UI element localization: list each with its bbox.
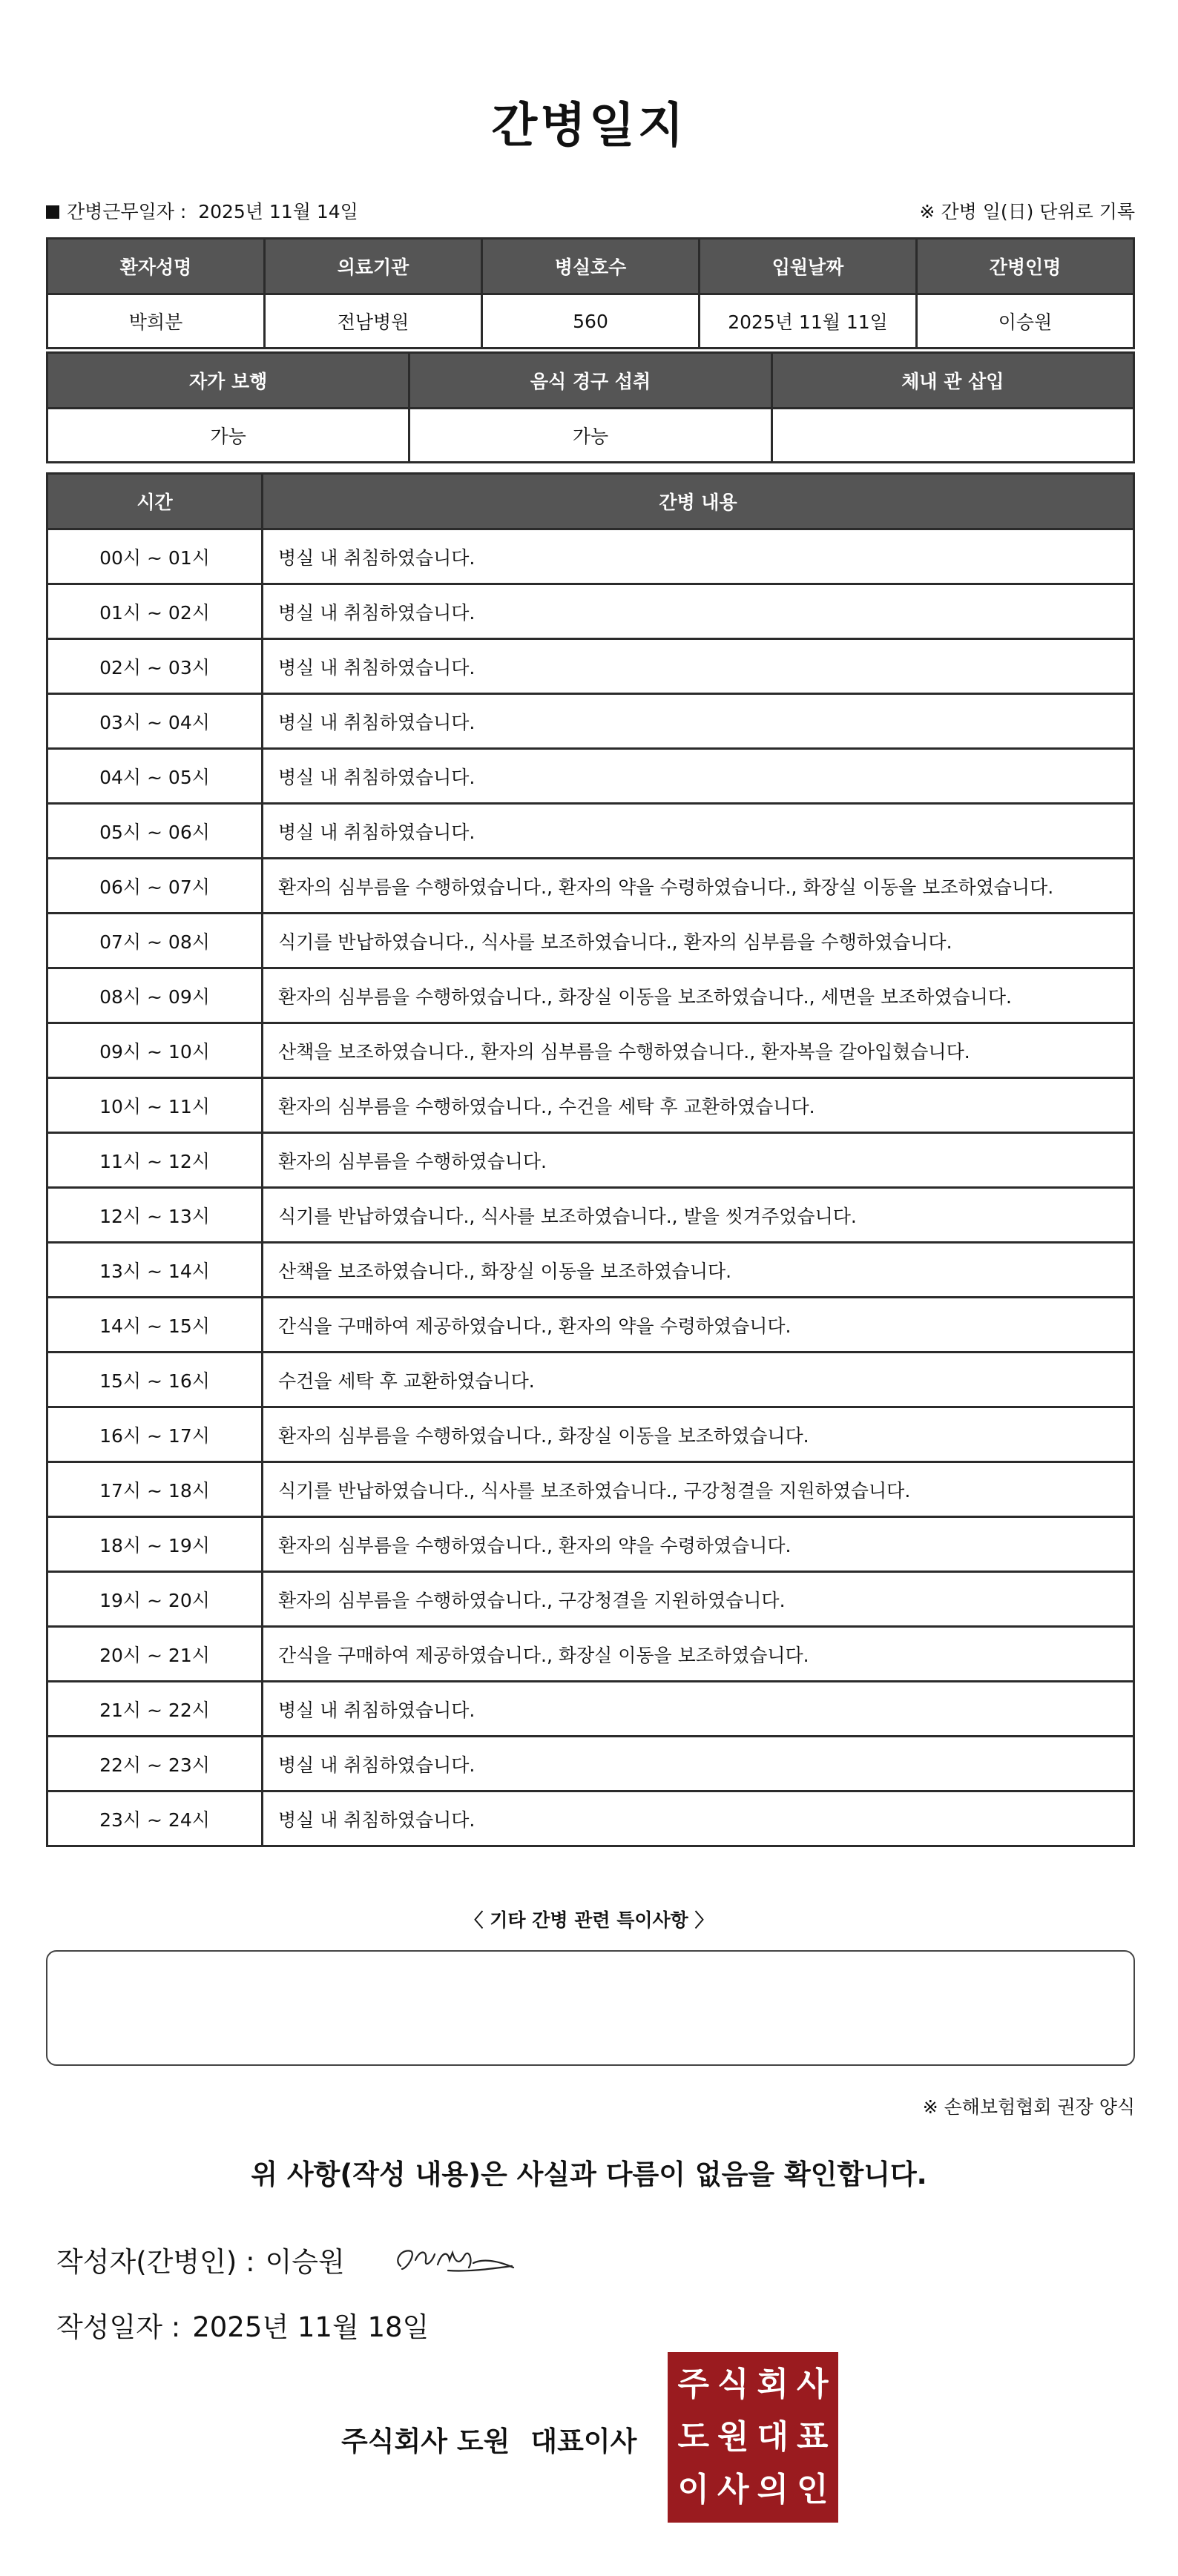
care-content-cell: 병실 내 취침하였습니다. <box>263 1682 1134 1737</box>
care-content-cell: 병실 내 취침하였습니다. <box>263 639 1134 694</box>
table-row <box>47 1572 1134 1627</box>
table-row <box>47 1023 1134 1078</box>
time-cell: 05시 ~ 06시 <box>47 804 263 859</box>
care-content-cell: 병실 내 취침하였습니다. <box>263 804 1134 859</box>
header-hospital: 의료기관 <box>265 239 482 294</box>
time-cell: 13시 ~ 14시 <box>47 1243 263 1298</box>
care-content-cell: 간식을 구매하여 제공하였습니다., 화장실 이동을 보조하였습니다. <box>263 1627 1134 1682</box>
table-row <box>47 1791 1134 1846</box>
remarks-box <box>46 1950 1135 2066</box>
writer-line <box>56 2239 345 2279</box>
table-row <box>47 529 1134 584</box>
time-cell: 22시 ~ 23시 <box>47 1737 263 1791</box>
table-row <box>47 749 1134 804</box>
table-row <box>47 694 1134 749</box>
care-content-cell: 병실 내 취침하였습니다. <box>263 749 1134 804</box>
time-cell: 18시 ~ 19시 <box>47 1517 263 1572</box>
time-cell: 02시 ~ 03시 <box>47 639 263 694</box>
seal-glyph: 표 <box>796 2417 829 2456</box>
header-room: 병실호수 <box>482 239 700 294</box>
table-row <box>47 1243 1134 1298</box>
written-date-line <box>56 2305 429 2345</box>
care-content-cell: 환자의 심부름을 수행하였습니다., 화장실 이동을 보조하였습니다., 세면을 보조하였습니다. <box>263 968 1134 1023</box>
time-cell: 15시 ~ 16시 <box>47 1353 263 1407</box>
patient-name: 박희분 <box>47 294 265 349</box>
time-cell: 17시 ~ 18시 <box>47 1462 263 1517</box>
table-row <box>47 1407 1134 1462</box>
meta-row <box>46 197 1135 227</box>
table-row <box>47 584 1134 639</box>
time-cell: 12시 ~ 13시 <box>47 1188 263 1243</box>
seal-glyph: 원 <box>717 2417 749 2456</box>
table-row <box>47 1188 1134 1243</box>
writer-label: 작성자(간병인) : <box>56 2246 255 2278</box>
table-row <box>47 1353 1134 1407</box>
time-cell: 14시 ~ 15시 <box>47 1298 263 1353</box>
care-content-cell: 병실 내 취침하였습니다. <box>263 584 1134 639</box>
tube-value <box>771 409 1133 463</box>
header-patient-name: 환자성명 <box>47 239 265 294</box>
time-cell: 03시 ~ 04시 <box>47 694 263 749</box>
header-oral-intake: 음식 경구 섭취 <box>409 353 771 409</box>
header-time: 시간 <box>47 474 263 529</box>
care-content-cell: 환자의 심부름을 수행하였습니다., 화장실 이동을 보조하였습니다. <box>263 1407 1134 1462</box>
care-content-cell: 식기를 반납하였습니다., 식사를 보조하였습니다., 발을 씻겨주었습니다. <box>263 1188 1134 1243</box>
care-content-cell: 병실 내 취침하였습니다. <box>263 529 1134 584</box>
hospital-name: 전남병원 <box>265 294 482 349</box>
written-date-value: 2025년 11월 18일 <box>192 2311 430 2343</box>
care-content-cell: 병실 내 취침하였습니다. <box>263 1737 1134 1791</box>
care-content-cell: 수건을 세탁 후 교환하였습니다. <box>263 1353 1134 1407</box>
care-content-cell: 병실 내 취침하였습니다. <box>263 694 1134 749</box>
seal-glyph: 대 <box>757 2417 789 2456</box>
header-admission-date: 입원날짜 <box>700 239 917 294</box>
seal-glyph: 의 <box>757 2471 789 2509</box>
seal-glyph: 식 <box>717 2365 749 2403</box>
time-cell: 04시 ~ 05시 <box>47 749 263 804</box>
work-date-label: 간병근무일자 : <box>67 201 187 222</box>
handwritten-signature <box>386 2238 519 2282</box>
header-tube: 체내 관 삽입 <box>771 353 1133 409</box>
company-title: 대표이사 <box>530 2425 637 2457</box>
oral-intake-value: 가능 <box>409 409 771 463</box>
room-number: 560 <box>482 294 700 349</box>
seal-glyph: 인 <box>796 2471 829 2509</box>
patient-info-table <box>46 237 1135 349</box>
care-content-cell: 환자의 심부름을 수행하였습니다., 구강청결을 지원하였습니다. <box>263 1572 1134 1627</box>
time-cell: 06시 ~ 07시 <box>47 859 263 914</box>
table-row <box>47 1517 1134 1572</box>
work-date-value: 2025년 11월 14일 <box>198 201 358 222</box>
care-content-cell: 간식을 구매하여 제공하였습니다., 환자의 약을 수령하였습니다. <box>263 1298 1134 1353</box>
time-cell: 08시 ~ 09시 <box>47 968 263 1023</box>
care-content-cell: 산책을 보조하였습니다., 화장실 이동을 보조하였습니다. <box>263 1243 1134 1298</box>
seal-glyph: 회 <box>757 2365 789 2403</box>
table-row <box>47 859 1134 914</box>
header-walking: 자가 보행 <box>47 353 409 409</box>
table-row <box>47 639 1134 694</box>
remarks-title: 〈 기타 간병 관련 특이사항 〉 <box>464 1909 714 1931</box>
seal-glyph: 사 <box>717 2471 749 2509</box>
header-caregiver: 간병인명 <box>917 239 1134 294</box>
table-row <box>47 1133 1134 1188</box>
table-row <box>47 1078 1134 1133</box>
time-cell: 21시 ~ 22시 <box>47 1682 263 1737</box>
table-row <box>47 1627 1134 1682</box>
seal-glyph: 이 <box>677 2471 709 2509</box>
seal-glyph: 사 <box>796 2365 829 2403</box>
care-content-cell: 식기를 반납하였습니다., 식사를 보조하였습니다., 구강청결을 지원하였습니다. <box>263 1462 1134 1517</box>
care-log-table <box>46 472 1135 1847</box>
care-content-cell: 환자의 심부름을 수행하였습니다. <box>263 1133 1134 1188</box>
table-row <box>47 1737 1134 1791</box>
time-cell: 19시 ~ 20시 <box>47 1572 263 1627</box>
time-cell: 20시 ~ 21시 <box>47 1627 263 1682</box>
care-content-cell: 환자의 심부름을 수행하였습니다., 환자의 약을 수령하였습니다. <box>263 1517 1134 1572</box>
seal-glyph: 주 <box>677 2365 709 2403</box>
work-date <box>46 197 358 224</box>
seal-glyph: 도 <box>677 2417 709 2456</box>
care-content-cell: 산책을 보조하였습니다., 환자의 심부름을 수행하였습니다., 환자복을 갈아입혔습니다. <box>263 1023 1134 1078</box>
table-row <box>47 804 1134 859</box>
table-row <box>47 1462 1134 1517</box>
care-content-cell: 환자의 심부름을 수행하였습니다., 수건을 세탁 후 교환하였습니다. <box>263 1078 1134 1133</box>
walking-value: 가능 <box>47 409 409 463</box>
table-row <box>47 1298 1134 1353</box>
care-content-cell: 식기를 반납하였습니다., 식사를 보조하였습니다., 환자의 심부름을 수행하였습니다. <box>263 914 1134 968</box>
admission-date: 2025년 11월 11일 <box>700 294 917 349</box>
care-content-cell: 병실 내 취침하였습니다. <box>263 1791 1134 1846</box>
table-row <box>47 968 1134 1023</box>
company-seal-stamp <box>668 2352 838 2523</box>
confirmation-statement: 위 사항(작성 내용)은 사실과 다름이 없음을 확인합니다. <box>251 2159 927 2190</box>
company-name: 주식회사 도원 <box>341 2425 510 2457</box>
time-cell: 09시 ~ 10시 <box>47 1023 263 1078</box>
form-note: ※ 손해보험협회 권장 양식 <box>922 2096 1135 2118</box>
unit-note: ※ 간병 일(日) 단위로 기록 <box>919 201 1135 222</box>
care-content-cell: 환자의 심부름을 수행하였습니다., 환자의 약을 수령하였습니다., 화장실 이동을 보조하였습니다. <box>263 859 1134 914</box>
caregiver-name: 이승원 <box>917 294 1134 349</box>
page-title: 간병일지 <box>491 99 687 153</box>
company-line <box>341 2419 636 2459</box>
time-cell: 07시 ~ 08시 <box>47 914 263 968</box>
square-bullet-icon <box>46 205 59 219</box>
time-cell: 10시 ~ 11시 <box>47 1078 263 1133</box>
writer-name: 이승원 <box>265 2246 345 2278</box>
time-cell: 01시 ~ 02시 <box>47 584 263 639</box>
patient-status-table <box>46 351 1135 463</box>
table-row <box>47 1682 1134 1737</box>
header-care-content: 간병 내용 <box>263 474 1134 529</box>
time-cell: 16시 ~ 17시 <box>47 1407 263 1462</box>
table-row <box>47 914 1134 968</box>
written-date-label: 작성일자 : <box>56 2311 181 2343</box>
time-cell: 00시 ~ 01시 <box>47 529 263 584</box>
time-cell: 23시 ~ 24시 <box>47 1791 263 1846</box>
time-cell: 11시 ~ 12시 <box>47 1133 263 1188</box>
